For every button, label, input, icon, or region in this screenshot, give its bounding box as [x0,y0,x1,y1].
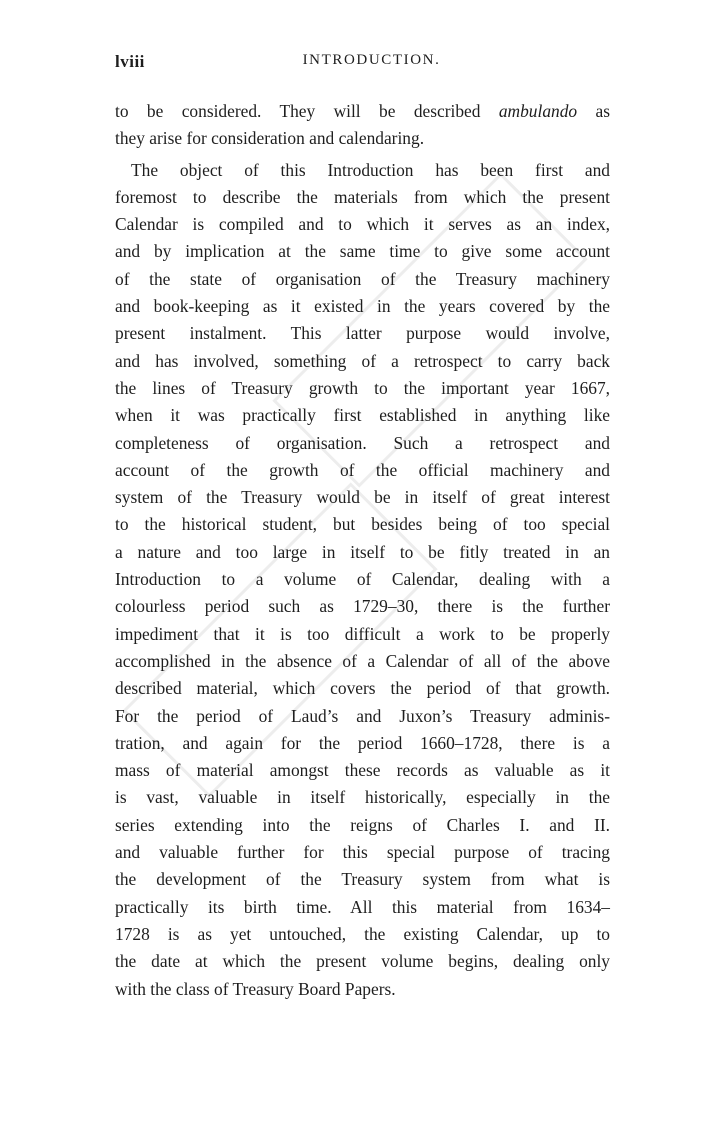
paragraph-2-line: when it was practically first established in anything like [115,405,610,426]
paragraph-2-line: the development of the Treasury system from what is [115,869,610,890]
paragraph-1-line-1 [115,98,610,125]
paragraph-2-line: the date at which the present volume begins, dealing only [115,951,610,972]
paragraph-2-line: series extending into the reigns of Charles I. and II. [115,814,610,835]
paragraph-2-line: The object of this Introduction has been first and [131,159,610,180]
paragraph-2-line: foremost to describe the materials from which the present [115,186,610,207]
paragraph-2-line: and by implication at the same time to give some account [115,241,610,262]
paragraph-2-line: completeness of organisation. Such a retrospect and [115,432,610,453]
page-number: lviii [115,52,145,71]
paragraph-2-line: to the historical student, but besides being of too special [115,514,610,535]
paragraph-2-line: a nature and too large in itself to be fitly treated in an [115,541,610,562]
paragraph-2-line: mass of material amongst these records as valuable as it [115,760,610,781]
paragraph-2-line: account of the growth of the official machinery and [115,459,610,480]
paragraph-1-line-2: they arise for consideration and calendaring. [115,128,425,149]
paragraph-2-line: Calendar is compiled and to which it serves as an index, [115,214,610,235]
paragraph-2-line: For the period of Laud’s and Juxon’s Treasury adminis- [115,705,610,726]
paragraph-2-line: impediment that it is too difficult a work to be properly [115,623,610,644]
paragraph-2-line: colourless period such as 1729–30, there is the further [115,596,610,617]
paragraph-2-line: and has involved, something of a retrospect to carry back [115,350,610,371]
paragraph-2-line: with the class of Treasury Board Papers. [115,978,396,999]
paragraph-2-line: present instalment. This latter purpose would involve, [115,323,610,344]
paragraph-2-line: 1728 is as yet untouched, the existing Calendar, up to [115,923,610,944]
paragraph-2-line: and valuable further for this special purpose of tracing [115,842,610,863]
paragraph-2-line: tration, and again for the period 1660–1728, there is a [115,732,610,753]
paragraph-2-line: Introduction to a volume of Calendar, dealing with a [115,569,610,590]
paragraph-2-line: practically its birth time. All this material from 1634– [115,896,610,917]
paragraph-2-line: and book-keeping as it existed in the years covered by the [115,296,610,317]
paragraph-2 [115,157,610,1003]
paragraph-2-line: described material, which covers the period of that growth. [115,678,610,699]
running-head: INTRODUCTION. [302,52,441,68]
paragraph-2-line: of the state of organisation of the Treasury machinery [115,268,610,289]
italic-term: ambulando [498,101,578,121]
page-header [115,52,610,78]
paragraph-2-line: accomplished in the absence of a Calendar of all of the above [115,650,610,671]
paragraph-1-line-1-end: as [577,101,610,121]
paragraph-2-line: is vast, valuable in itself historically, especially in the [115,787,610,808]
paragraph-1-line-1-text: to be considered. They will be described [115,101,499,121]
body-text [115,98,610,1003]
paragraph-2-line: the lines of Treasury growth to the important year 1667, [115,377,610,398]
paragraph-2-line: system of the Treasury would be in itself of great interest [115,487,610,508]
